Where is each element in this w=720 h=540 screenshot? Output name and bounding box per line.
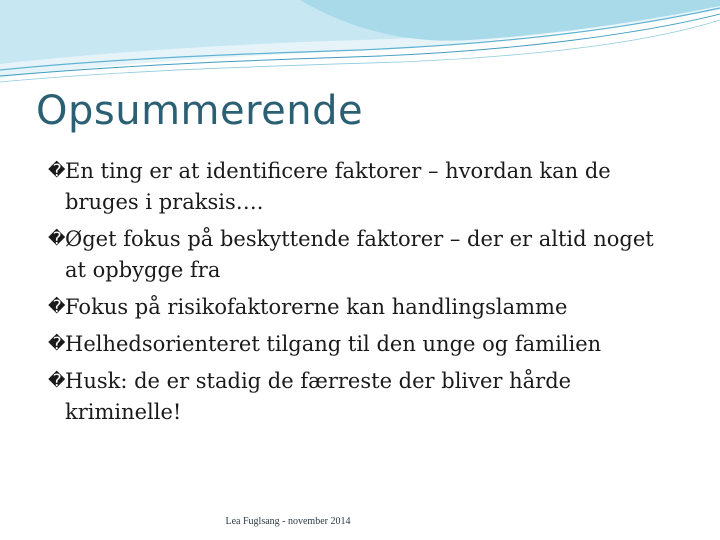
bullet-text: Helhedsorienteret tilgang til den unge og familien bbox=[65, 332, 602, 356]
bullet-list bbox=[48, 156, 668, 434]
bullet-text: Husk: de er stadig de færreste der bliver hårde kriminelle! bbox=[65, 369, 572, 424]
bullet-item bbox=[48, 366, 668, 428]
slide-title: Opsummerende bbox=[36, 88, 364, 134]
header-wave-decoration bbox=[0, 0, 720, 90]
bullet-glyph-icon: � bbox=[48, 229, 66, 249]
bullet-glyph-icon: � bbox=[48, 371, 66, 391]
bullet-item bbox=[48, 224, 668, 286]
bullet-text: En ting er at identificere faktorer – hvordan kan de bruges i praksis…. bbox=[65, 159, 611, 214]
bullet-glyph-icon: � bbox=[48, 334, 66, 354]
slide-footer: Lea Fuglsang - november 2014 bbox=[225, 516, 351, 527]
bullet-text: Fokus på risikofaktorerne kan handlingslamme bbox=[65, 295, 568, 319]
bullet-item bbox=[48, 156, 668, 218]
bullet-glyph-icon: � bbox=[48, 161, 66, 181]
bullet-item bbox=[48, 292, 668, 323]
bullet-text: Øget fokus på beskyttende faktorer – der er altid noget at opbygge fra bbox=[65, 227, 654, 282]
bullet-item bbox=[48, 329, 668, 360]
bullet-glyph-icon: � bbox=[48, 297, 66, 317]
